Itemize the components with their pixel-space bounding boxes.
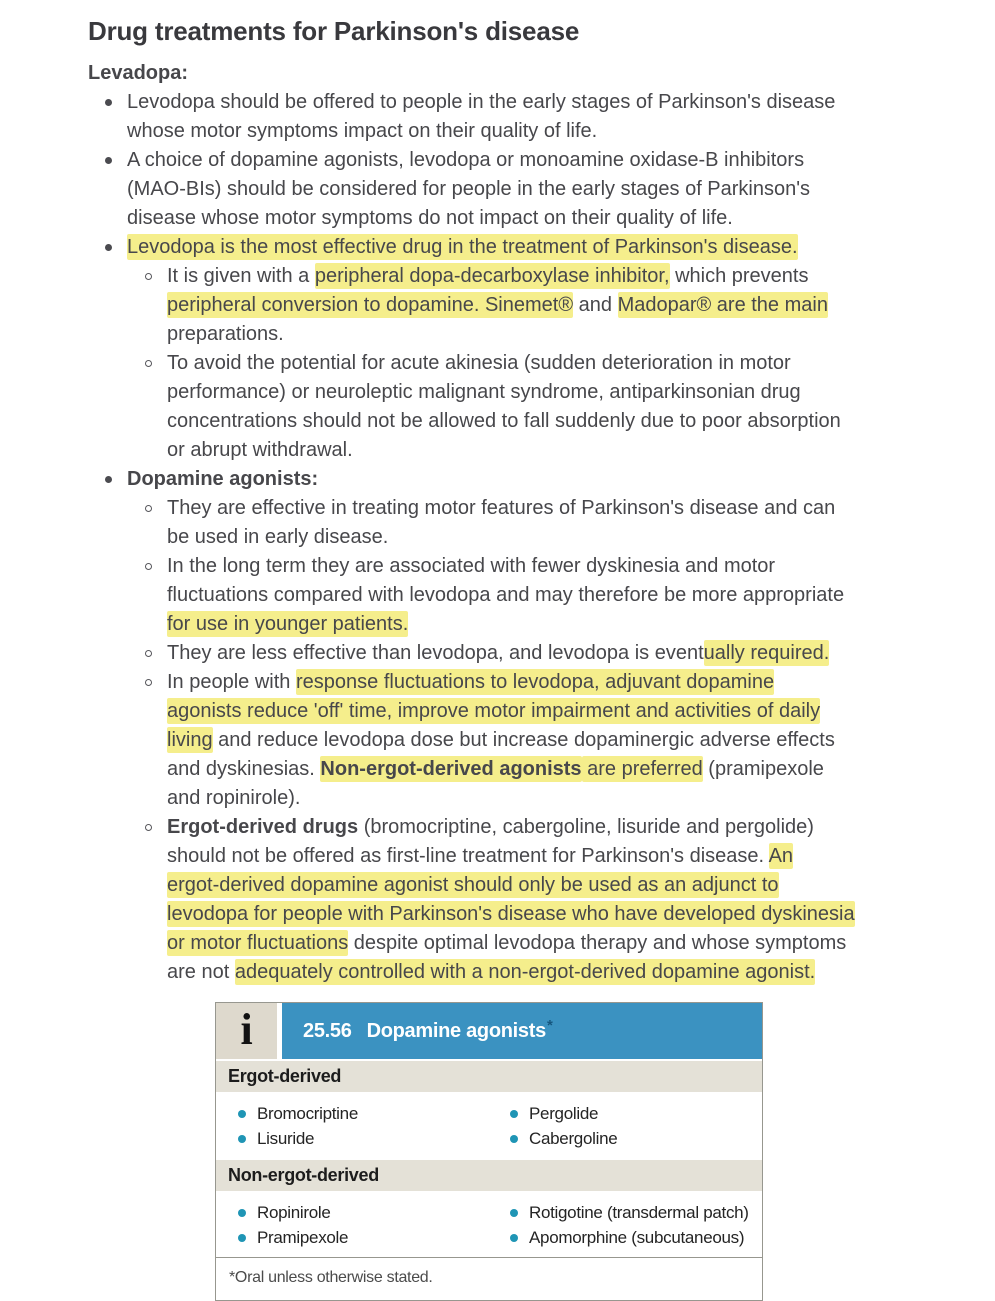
list-item: [510, 1200, 762, 1225]
text-segment: should not be offered as first-line treatment for Parkinson's disease.: [167, 845, 769, 867]
subbullet-acute-akinesia: [88, 349, 995, 465]
infobox-section-columns: [216, 1094, 762, 1158]
bullet-dot-icon: [510, 1209, 518, 1217]
infobox-asterisk: *: [546, 1017, 553, 1034]
text-segment: which prevents: [669, 265, 809, 287]
list-item: [510, 1225, 762, 1250]
bullet-dopamine-agonists-heading: [88, 465, 995, 494]
text-segment: and reduce levodopa dose but increase dopaminergic adverse effects: [212, 729, 835, 751]
info-icon: i: [216, 1003, 277, 1059]
text-segment: To avoid the potential for acute akinesia (sudden deterioration in motor: [167, 352, 791, 374]
text-segment: fluctuations compared with levodopa and may therefore be more appropriate: [167, 584, 845, 606]
text-segment: Non-ergot-derived agonists: [320, 758, 582, 780]
bullet-levodopa-most-effective: [88, 233, 995, 262]
bullet-levodopa-offered: [88, 88, 995, 146]
infobox-column: [510, 1101, 762, 1151]
text-segment: ergot-derived dopamine agonist should only be used as an adjunct to: [167, 874, 779, 896]
bullet-circle-marker: [145, 650, 152, 657]
text-line: [88, 523, 995, 552]
text-line: [88, 204, 995, 233]
text-segment: ually required.: [703, 642, 830, 664]
list-item: [238, 1101, 510, 1126]
text-line: [88, 320, 995, 349]
infobox-section-header: Non-ergot-derived: [216, 1158, 762, 1193]
text-segment: It is given with a: [167, 265, 315, 287]
text-line: [88, 59, 995, 88]
bullet-disc-marker: [105, 99, 112, 106]
bullet-disc-marker: [105, 244, 112, 251]
subbullet-effective-motor-features: [88, 494, 995, 552]
drug-name-label: Rotigotine (transdermal patch): [529, 1203, 749, 1222]
bullet-dot-icon: [510, 1234, 518, 1242]
subbullet-ergot-derived-drugs: [88, 813, 995, 987]
text-line: [88, 639, 995, 668]
text-line: [88, 262, 995, 291]
text-segment: whose motor symptoms impact on their quality of life.: [127, 120, 598, 142]
text-segment: or abrupt withdrawal.: [167, 439, 353, 461]
drug-name-label: Ropinirole: [257, 1203, 331, 1222]
text-segment: preparations.: [167, 323, 284, 345]
text-segment: performance) or neuroleptic malignant syndrome, antiparkinsonian drug: [167, 381, 801, 403]
text-segment: despite optimal levodopa therapy and whose symptoms: [348, 932, 847, 954]
bullet-disc-marker: [105, 157, 112, 164]
text-segment: disease whose motor symptoms do not impact on their quality of life.: [127, 207, 733, 229]
text-segment: and ropinirole).: [167, 787, 301, 809]
text-segment: response fluctuations to levodopa, adjuvant dopamine: [295, 671, 775, 693]
text-line: [88, 581, 995, 610]
infobox-footnote: *Oral unless otherwise stated.: [216, 1257, 762, 1300]
bullet-dot-icon: [238, 1234, 246, 1242]
infobox-title-bar: [282, 1003, 762, 1059]
text-segment: peripheral dopa-decarboxylase inhibitor,: [314, 265, 670, 287]
subbullet-less-effective: [88, 639, 995, 668]
text-segment: Levadopa:: [88, 62, 189, 84]
infobox-title: Dopamine agonists: [366, 1019, 546, 1042]
drug-name-label: Pramipexole: [257, 1228, 349, 1247]
text-segment: (pramipexole: [702, 758, 824, 780]
text-line: [88, 871, 995, 900]
text-line: [88, 842, 995, 871]
text-segment: levodopa for people with Parkinson's disease who have developed dyskinesia: [167, 903, 855, 925]
text-line: [88, 291, 995, 320]
text-segment: A choice of dopamine agonists, levodopa or monoamine oxidase-B inhibitors: [127, 149, 805, 171]
doc-body: [88, 59, 995, 987]
text-line: [88, 929, 995, 958]
text-segment: adequately controlled with a non-ergot-derived dopamine agonist.: [234, 961, 816, 983]
text-line: [88, 146, 995, 175]
drug-name-label: Lisuride: [257, 1129, 315, 1148]
text-segment: or motor fluctuations: [167, 932, 349, 954]
text-line: [88, 436, 995, 465]
bullet-circle-marker: [145, 824, 152, 831]
bullet-circle-marker: [145, 679, 152, 686]
text-segment: In people with: [167, 671, 296, 693]
drug-name-label: Apomorphine (subcutaneous): [529, 1228, 745, 1247]
subbullet-dopa-decarboxylase: [88, 262, 995, 349]
bullet-dot-icon: [238, 1110, 246, 1118]
list-item: [510, 1101, 762, 1126]
bullet-dot-icon: [238, 1209, 246, 1217]
text-line: [88, 233, 995, 262]
bullet-circle-marker: [145, 505, 152, 512]
text-line: [88, 465, 995, 494]
text-segment: (MAO-BIs) should be considered for people in the early stages of Parkinson's: [127, 178, 811, 200]
text-line: [88, 668, 995, 697]
text-line: [88, 552, 995, 581]
text-segment: concentrations should not be allowed to fall suddenly due to poor absorption: [167, 410, 841, 432]
text-line: [88, 755, 995, 784]
infobox-column: [510, 1200, 762, 1250]
drug-name-label: Bromocriptine: [257, 1104, 358, 1123]
text-line: [88, 117, 995, 146]
bullet-dot-icon: [238, 1135, 246, 1143]
bullet-circle-marker: [145, 360, 152, 367]
text-segment: They are less effective than levodopa, and levodopa is event: [167, 642, 704, 664]
subbullet-long-term: [88, 552, 995, 639]
list-item: [238, 1225, 510, 1250]
text-segment: agonists reduce 'off' time, improve motor impairment and activities of daily: [167, 700, 821, 722]
bullet-circle-marker: [145, 563, 152, 570]
infobox-code: 25.56: [303, 1019, 352, 1042]
page-title: Drug treatments for Parkinson's disease: [88, 16, 580, 46]
text-line: [88, 813, 995, 842]
text-line: [88, 407, 995, 436]
bullet-circle-marker: [145, 273, 152, 280]
infobox-column: [238, 1200, 510, 1250]
bullet-choice-of-agents: [88, 146, 995, 233]
text-line: [88, 88, 995, 117]
list-item: [238, 1126, 510, 1151]
drug-name-label: Cabergoline: [529, 1129, 618, 1148]
section-heading-levadopa: [88, 59, 995, 88]
text-segment: An: [768, 845, 794, 867]
text-line: [88, 494, 995, 523]
text-segment: are preferred: [581, 758, 703, 780]
text-segment: In the long term they are associated with fewer dyskinesia and motor: [167, 555, 776, 577]
bullet-dot-icon: [510, 1110, 518, 1118]
text-line: [88, 378, 995, 407]
text-line: [88, 726, 995, 755]
text-segment: (bromocriptine, cabergoline, lisuride and pergolide): [358, 816, 814, 838]
text-segment: and: [573, 294, 618, 316]
infobox-sections: [216, 1059, 762, 1257]
text-segment: Ergot-derived drugs: [167, 816, 359, 838]
bullet-dot-icon: [510, 1135, 518, 1143]
list-item: [238, 1200, 510, 1225]
text-line: [88, 784, 995, 813]
text-line: [88, 697, 995, 726]
text-line: [88, 349, 995, 378]
text-line: [88, 610, 995, 639]
text-segment: peripheral conversion to dopamine. Sinemet®: [167, 294, 574, 316]
text-segment: They are effective in treating motor features of Parkinson's disease and can: [167, 497, 836, 519]
infobox-dopamine-agonists: [215, 1002, 763, 1301]
infobox-column: [238, 1101, 510, 1151]
text-segment: Levodopa is the most effective drug in the treatment of Parkinson's disease.: [127, 236, 798, 258]
text-segment: Levodopa should be offered to people in the early stages of Parkinson's disease: [127, 91, 836, 113]
drug-name-label: Pergolide: [529, 1104, 599, 1123]
bullet-disc-marker: [105, 476, 112, 483]
subbullet-response-fluctuations: [88, 668, 995, 813]
text-segment: and dyskinesias.: [167, 758, 321, 780]
text-segment: Madopar® are the main: [617, 294, 828, 316]
infobox-section-columns: [216, 1193, 762, 1257]
text-line: [88, 958, 995, 987]
list-item: [510, 1126, 762, 1151]
infobox-header: [216, 1003, 762, 1059]
text-segment: be used in early disease.: [167, 526, 389, 548]
text-segment: Dopamine agonists:: [127, 468, 319, 490]
text-line: [88, 900, 995, 929]
text-line: [88, 175, 995, 204]
text-segment: for use in younger patients.: [167, 613, 409, 635]
infobox-section-header: Ergot-derived: [216, 1059, 762, 1094]
text-segment: living: [167, 729, 213, 751]
text-segment: are not: [167, 961, 235, 983]
